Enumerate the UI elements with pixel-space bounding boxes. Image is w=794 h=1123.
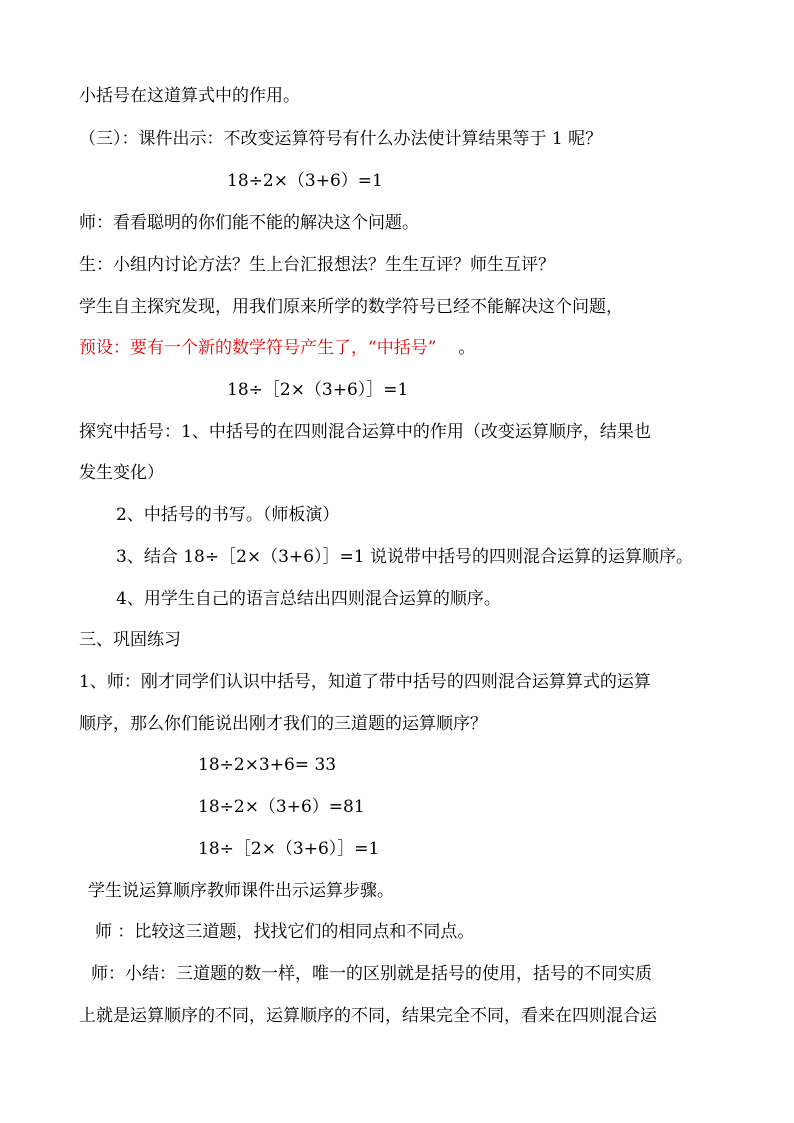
text-line: 师 ：比较这三道题，找找它们的相同点和不同点。 [95,922,475,942]
formula-line: 18÷2×3+6= 33 [198,755,337,775]
text-line: 4、用学生自己的语言总结出四则混合运算的顺序。 [116,589,501,609]
formula-line: 18÷2×（3+6）=81 [198,797,365,817]
text-line: 3、结合 18÷［2×（3+6）］=1 说说带中括号的四则混合运算的运算顺序。 [116,547,693,567]
text-line: 1、师：刚才同学们认识中括号，知道了带中括号的四则混合运算算式的运算 [79,672,651,692]
text-line: 学生自主探究发现，用我们原来所学的数学符号已经不能解决这个问题， [79,297,623,317]
text-line: 上就是运算顺序的不同，运算顺序的不同，结果完全不同，看来在四则混合运 [79,1006,657,1026]
text-line: 学生说运算顺序教师课件出示运算步骤。 [88,881,394,901]
text-line: 探究中括号：1、中括号的在四则混合运算中的作用（改变运算顺序，结果也 [79,422,651,442]
text-line: 师：小结：三道题的数一样，唯一的区别就是括号的使用，括号的不同实质 [91,964,652,984]
text-line: 生：小组内讨论方法？生上台汇报想法？生生互评？师生互评？ [79,255,555,275]
formula-line: 18÷［2×（3+6）］=1 [198,839,380,859]
text-line: 发生变化） [79,463,164,483]
formula-line: 18÷［2×（3+6）］=1 [227,380,409,400]
preset-highlight: 预设：要有一个新的数学符号产生了，“中括号” [79,338,437,358]
formula-line: 18÷2×（3+6）=1 [227,171,383,191]
text-line: （三）：课件出示：不改变运算符号有什么办法使计算结果等于 1 呢？ [79,129,603,149]
text-line: 2、中括号的书写。（师板演） [116,505,340,525]
text-line: 顺序，那么你们能说出刚才我们的三道题的运算顺序？ [79,714,487,734]
text-line: 小括号在这道算式中的作用。 [79,86,300,106]
preset-tail: 。 [458,338,476,358]
section-heading: 三、巩固练习 [79,630,181,650]
text-line: 师：看看聪明的你们能不能的解决这个问题。 [79,213,419,233]
text-line-highlighted [79,336,475,360]
